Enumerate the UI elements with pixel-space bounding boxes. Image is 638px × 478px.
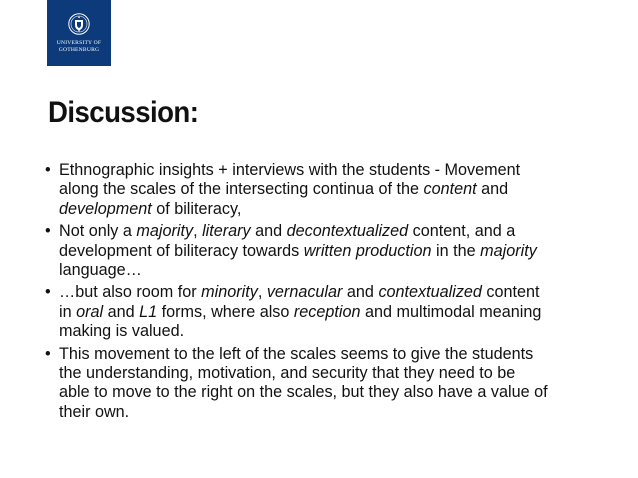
bullet-list (45, 161, 585, 425)
bullet-line (59, 322, 585, 341)
bullet-line (59, 364, 585, 383)
italic-text: majority (480, 241, 537, 260)
logo-text-line2: GOTHENBURG (58, 47, 100, 53)
bullet-line (59, 403, 585, 422)
bullet-marker: • (45, 161, 51, 179)
bullet-item (45, 283, 585, 341)
text-run: in (59, 302, 77, 321)
university-seal-icon (68, 13, 90, 35)
italic-text: written production (303, 241, 432, 260)
text-run: , (193, 222, 203, 241)
text-run: language… (59, 261, 142, 280)
text-run: , (257, 283, 267, 302)
italic-text: vernacular (266, 283, 343, 302)
italic-text: contextualized (378, 283, 482, 302)
text-run: the understanding, motivation, and security that they need to be (59, 364, 516, 383)
italic-text: development (59, 199, 152, 218)
text-run: Ethnographic insights + interviews with the students - Movement (59, 161, 521, 179)
bullet-line (59, 161, 585, 180)
text-run: able to move to the right on the scales, but they also have a value of (59, 383, 548, 402)
text-run: content, and a (408, 222, 516, 241)
bullet-line (59, 200, 585, 219)
bullet-item (45, 222, 585, 280)
text-run: along the scales of the intersecting continua of the (59, 180, 424, 199)
text-run: and multimodal meaning (360, 302, 542, 321)
bullet-line (59, 180, 585, 199)
bullet-item (45, 161, 585, 219)
text-run: …but also room for (59, 283, 202, 302)
bullet-line (59, 222, 585, 241)
bullet-marker: • (45, 344, 51, 363)
text-run: of biliteracy, (151, 199, 242, 218)
bullet-line (59, 345, 585, 364)
text-run: and (103, 302, 140, 321)
text-run: and (476, 180, 509, 199)
text-run: in the (431, 241, 481, 260)
bullet-marker: • (45, 222, 51, 241)
text-run: development of biliteracy towards (59, 241, 304, 260)
italic-text: L1 (139, 302, 158, 321)
bullet-item (45, 345, 585, 423)
bullet-line (59, 303, 585, 322)
italic-text: literary (202, 222, 251, 241)
text-run: forms, where also (157, 302, 294, 321)
bullet-line (59, 242, 585, 261)
italic-text: decontextualized (286, 222, 409, 241)
text-run: making is valued. (59, 322, 185, 341)
italic-text: majority (136, 222, 194, 241)
italic-text: minority (201, 283, 258, 302)
logo-text-line1: UNIVERSITY OF (56, 40, 102, 46)
slide-title: Discussion: (48, 96, 199, 129)
text-run: content (481, 283, 540, 302)
text-run: Not only a (59, 222, 137, 241)
text-run: This movement to the left of the scales seems to give the students (59, 344, 534, 363)
text-run: their own. (59, 402, 130, 421)
bullet-line (59, 261, 585, 280)
italic-text: reception (293, 302, 361, 321)
text-run: and (342, 283, 379, 302)
italic-text: oral (76, 302, 104, 321)
university-logo (47, 0, 111, 66)
text-run: and (250, 222, 287, 241)
italic-text: content (423, 180, 477, 199)
bullet-line (59, 283, 585, 302)
bullet-marker: • (45, 283, 51, 302)
bullet-line (59, 383, 585, 402)
